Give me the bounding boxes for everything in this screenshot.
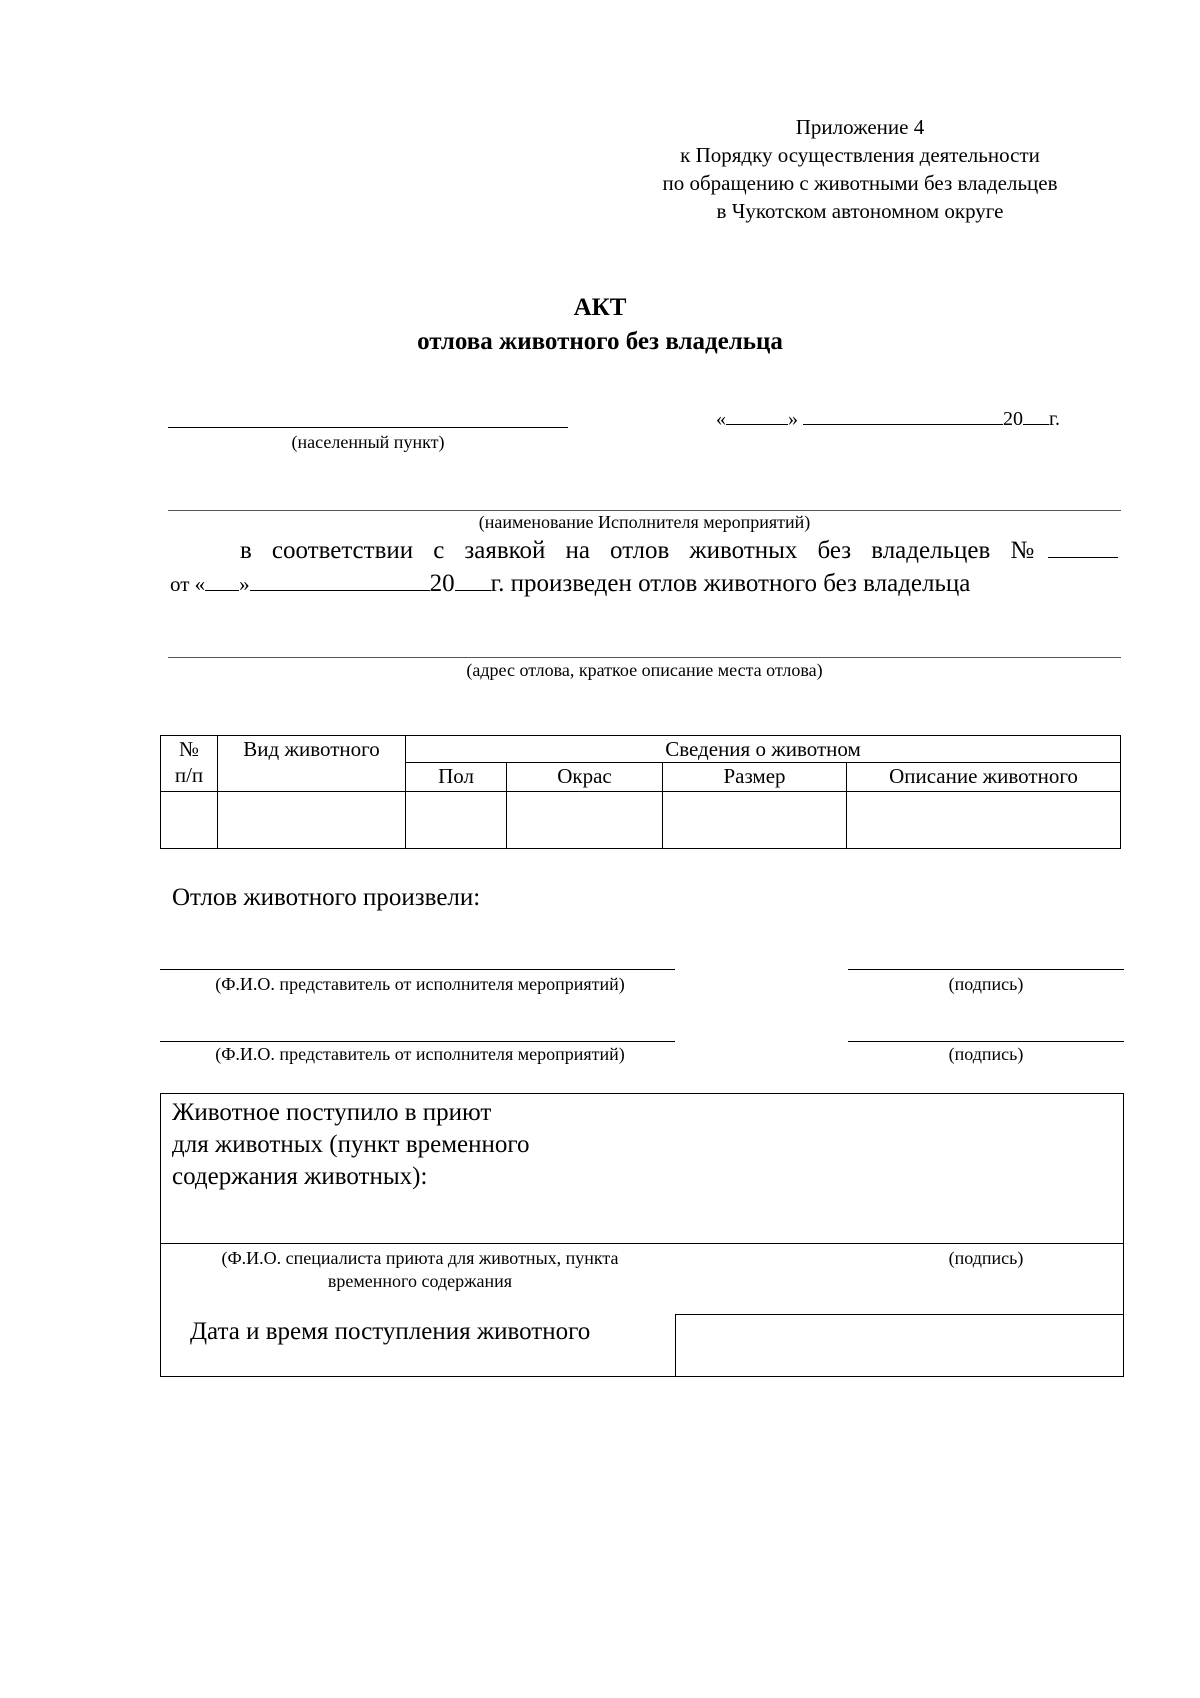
shelter-heading: [172, 1097, 530, 1193]
from-prefix: от «: [170, 572, 206, 596]
catcher-sign-caption-1: (подпись): [948, 974, 1024, 994]
executor-caption: (наименование Исполнителя мероприятий): [478, 512, 811, 532]
request-month-field[interactable]: [250, 570, 430, 591]
col-description-header: Описание животного: [847, 763, 1121, 792]
cell-number[interactable]: [161, 792, 218, 849]
specialist-caption-2: временного содержания: [327, 1271, 513, 1291]
arrival-label: Дата и время поступления животного: [190, 1318, 591, 1345]
cell-size[interactable]: [663, 792, 847, 849]
shelter-specialist-line[interactable]: [160, 1243, 1124, 1244]
request-day-field[interactable]: [205, 570, 239, 591]
col-color-header: Окрас: [507, 763, 663, 792]
quote-open: «: [716, 408, 726, 430]
request-year-suffix: г. произведен отлов животного без владельца: [490, 570, 971, 597]
group-header: Сведения о животном: [406, 736, 1121, 763]
appendix-line: в Чукотском автономном округе: [716, 199, 1004, 223]
col-number-header: [161, 736, 218, 792]
appendix-line: по обращению с животными без владельцев: [662, 171, 1058, 195]
col-number-bottom: п/п: [174, 763, 204, 787]
col-species-header: Вид животного: [218, 736, 406, 792]
appendix-line: Приложение 4: [795, 115, 925, 139]
date-field: [716, 404, 1060, 431]
shelter-heading-line: для животных (пункт временного: [172, 1131, 530, 1158]
day-field[interactable]: [726, 404, 788, 425]
year-field[interactable]: [1023, 404, 1049, 425]
request-sentence: [240, 537, 1118, 565]
col-size-header: Размер: [663, 763, 847, 792]
cell-species[interactable]: [218, 792, 406, 849]
appendix-header: [600, 113, 1120, 225]
arrival-field[interactable]: [675, 1314, 1124, 1377]
catcher-name-caption-1: (Ф.И.О. представитель от исполнителя мероприятий): [215, 974, 625, 994]
catcher-sign-caption-2: (подпись): [948, 1044, 1024, 1064]
address-line[interactable]: [168, 657, 1121, 658]
quote-close: »: [239, 572, 250, 596]
shelter-heading-line: содержания животных):: [172, 1163, 428, 1190]
catchers-heading: Отлов животного произвели:: [172, 884, 481, 911]
document-subtitle: отлова животного без владельца: [417, 328, 783, 355]
settlement-caption: (населенный пункт): [291, 432, 445, 452]
quote-close: »: [788, 408, 798, 430]
col-sex-header: Пол: [406, 763, 507, 792]
year-suffix: г.: [1049, 408, 1060, 430]
request-number-field[interactable]: [1048, 537, 1118, 558]
catcher-name-caption-2: (Ф.И.О. представитель от исполнителя мероприятий): [215, 1044, 625, 1064]
document-title: АКТ: [573, 294, 627, 321]
specialist-caption-1: (Ф.И.О. специалиста приюта для животных, пункта: [221, 1248, 619, 1268]
address-caption: (адрес отлова, краткое описание места отлова): [466, 660, 823, 680]
request-year-prefix: 20: [429, 570, 455, 597]
col-number-top: №: [178, 737, 200, 761]
catcher-name-line-2[interactable]: [160, 1041, 675, 1042]
shelter-sign-caption: (подпись): [948, 1248, 1024, 1268]
year-prefix: 20: [1003, 408, 1023, 430]
shelter-heading-line: Животное поступило в приют: [172, 1099, 492, 1126]
executor-line[interactable]: [168, 510, 1121, 511]
cell-sex[interactable]: [406, 792, 507, 849]
request-year-field[interactable]: [455, 570, 491, 591]
month-field[interactable]: [803, 404, 1003, 425]
request-date-sentence: [170, 570, 970, 598]
animal-table: [160, 735, 1121, 849]
catcher-sign-line-2[interactable]: [848, 1041, 1124, 1042]
cell-color[interactable]: [507, 792, 663, 849]
cell-description[interactable]: [847, 792, 1121, 849]
appendix-line: к Порядку осуществления деятельности: [680, 143, 1040, 167]
catcher-sign-line-1[interactable]: [848, 969, 1124, 970]
request-text: в соответствии с заявкой на отлов животных без владельцев №: [240, 537, 1048, 564]
settlement-line[interactable]: [168, 427, 568, 428]
catcher-name-line-1[interactable]: [160, 969, 675, 970]
